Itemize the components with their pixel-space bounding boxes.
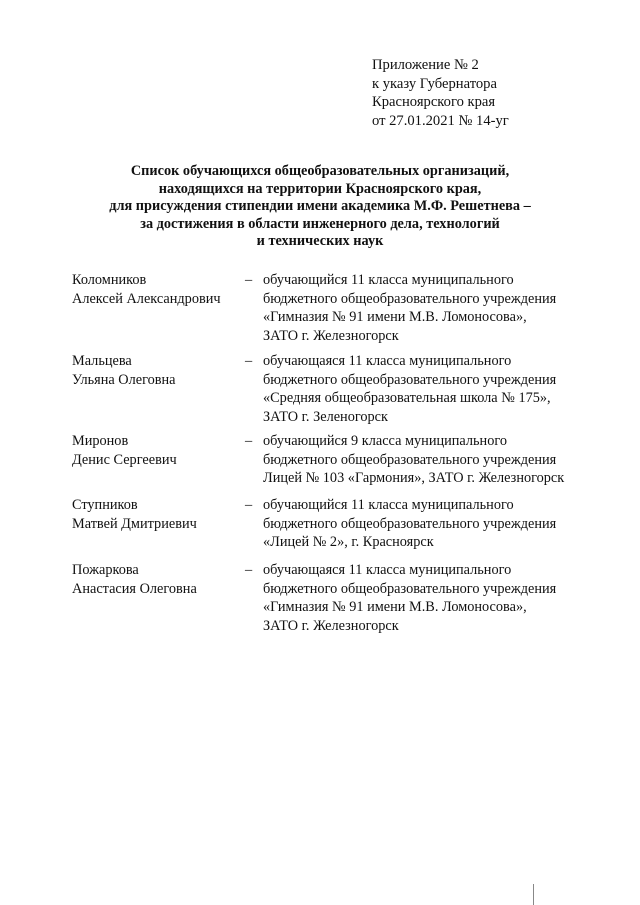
student-name (72, 432, 177, 469)
description-line: ЗАТО г. Зеленогорск (263, 408, 388, 425)
scan-edge-mark (533, 884, 534, 905)
description-line: обучающийся 9 класса муниципального (263, 433, 508, 449)
description-line: бюджетного общеобразовательного учреждения (263, 580, 557, 597)
entry-dash: – (245, 562, 253, 578)
description-line: «Лицей № 2», г. Красноярск (263, 534, 434, 550)
student-surname: Пожаркова (72, 562, 139, 578)
student-name (72, 271, 221, 308)
description-line: ЗАТО г. Железногорск (263, 327, 399, 344)
student-description (263, 271, 556, 345)
description-line: ЗАТО г. Железногорск (263, 617, 399, 634)
student-given-names: Денис Сергеевич (72, 451, 177, 468)
student-surname: Миронов (72, 433, 129, 449)
student-given-names: Ульяна Олеговна (72, 371, 176, 388)
title-line: находящихся на территории Красноярского края, (158, 180, 482, 197)
student-surname: Ступников (72, 497, 138, 513)
student-surname: Коломников (72, 272, 147, 288)
entry-dash: – (245, 272, 253, 288)
title-line: для присуждения стипендии имени академика М.Ф. Решетнева – (109, 198, 531, 215)
title-line: и технических наук (256, 233, 384, 250)
student-name (72, 496, 197, 533)
student-description (263, 496, 556, 552)
student-description (263, 432, 564, 488)
appendix-decree-line: к указу Губернатора (372, 75, 497, 92)
description-line: «Гимназия № 91 имени М.В. Ломоносова», (263, 599, 527, 615)
description-line: обучающаяся 11 класса муниципального (263, 562, 512, 578)
entry-dash: – (245, 497, 253, 513)
appendix-date-line: от 27.01.2021 № 14-уг (372, 112, 509, 129)
student-name (72, 561, 197, 598)
student-given-names: Матвей Дмитриевич (72, 515, 197, 532)
appendix-header (372, 56, 509, 130)
description-line: «Средняя общеобразовательная школа № 175», (263, 390, 551, 406)
description-line: бюджетного общеобразовательного учреждения (263, 290, 557, 307)
appendix-region-line: Красноярского края (372, 94, 496, 110)
entry-dash: – (245, 353, 253, 369)
student-given-names: Алексей Александрович (72, 290, 221, 307)
description-line: Лицей № 103 «Гармония», ЗАТО г. Железногорск (263, 470, 565, 486)
student-name (72, 352, 176, 389)
description-line: «Гимназия № 91 имени М.В. Ломоносова», (263, 309, 527, 325)
description-line: бюджетного общеобразовательного учреждения (263, 515, 557, 532)
appendix-number: Приложение № 2 (372, 57, 479, 73)
entry-dash: – (245, 433, 253, 449)
description-line: обучающийся 11 класса муниципального (263, 497, 514, 513)
document-title (60, 163, 580, 251)
description-line: обучающийся 11 класса муниципального (263, 272, 514, 288)
student-given-names: Анастасия Олеговна (72, 580, 197, 597)
title-line: за достижения в области инженерного дела, технологий (140, 215, 500, 232)
description-line: бюджетного общеобразовательного учреждения (263, 451, 557, 468)
title-line: Список обучающихся общеобразовательных организаций, (130, 163, 510, 179)
description-line: бюджетного общеобразовательного учреждения (263, 371, 557, 388)
student-description (263, 561, 556, 635)
description-line: обучающаяся 11 класса муниципального (263, 353, 512, 369)
student-description (263, 352, 556, 426)
student-surname: Мальцева (72, 353, 132, 369)
